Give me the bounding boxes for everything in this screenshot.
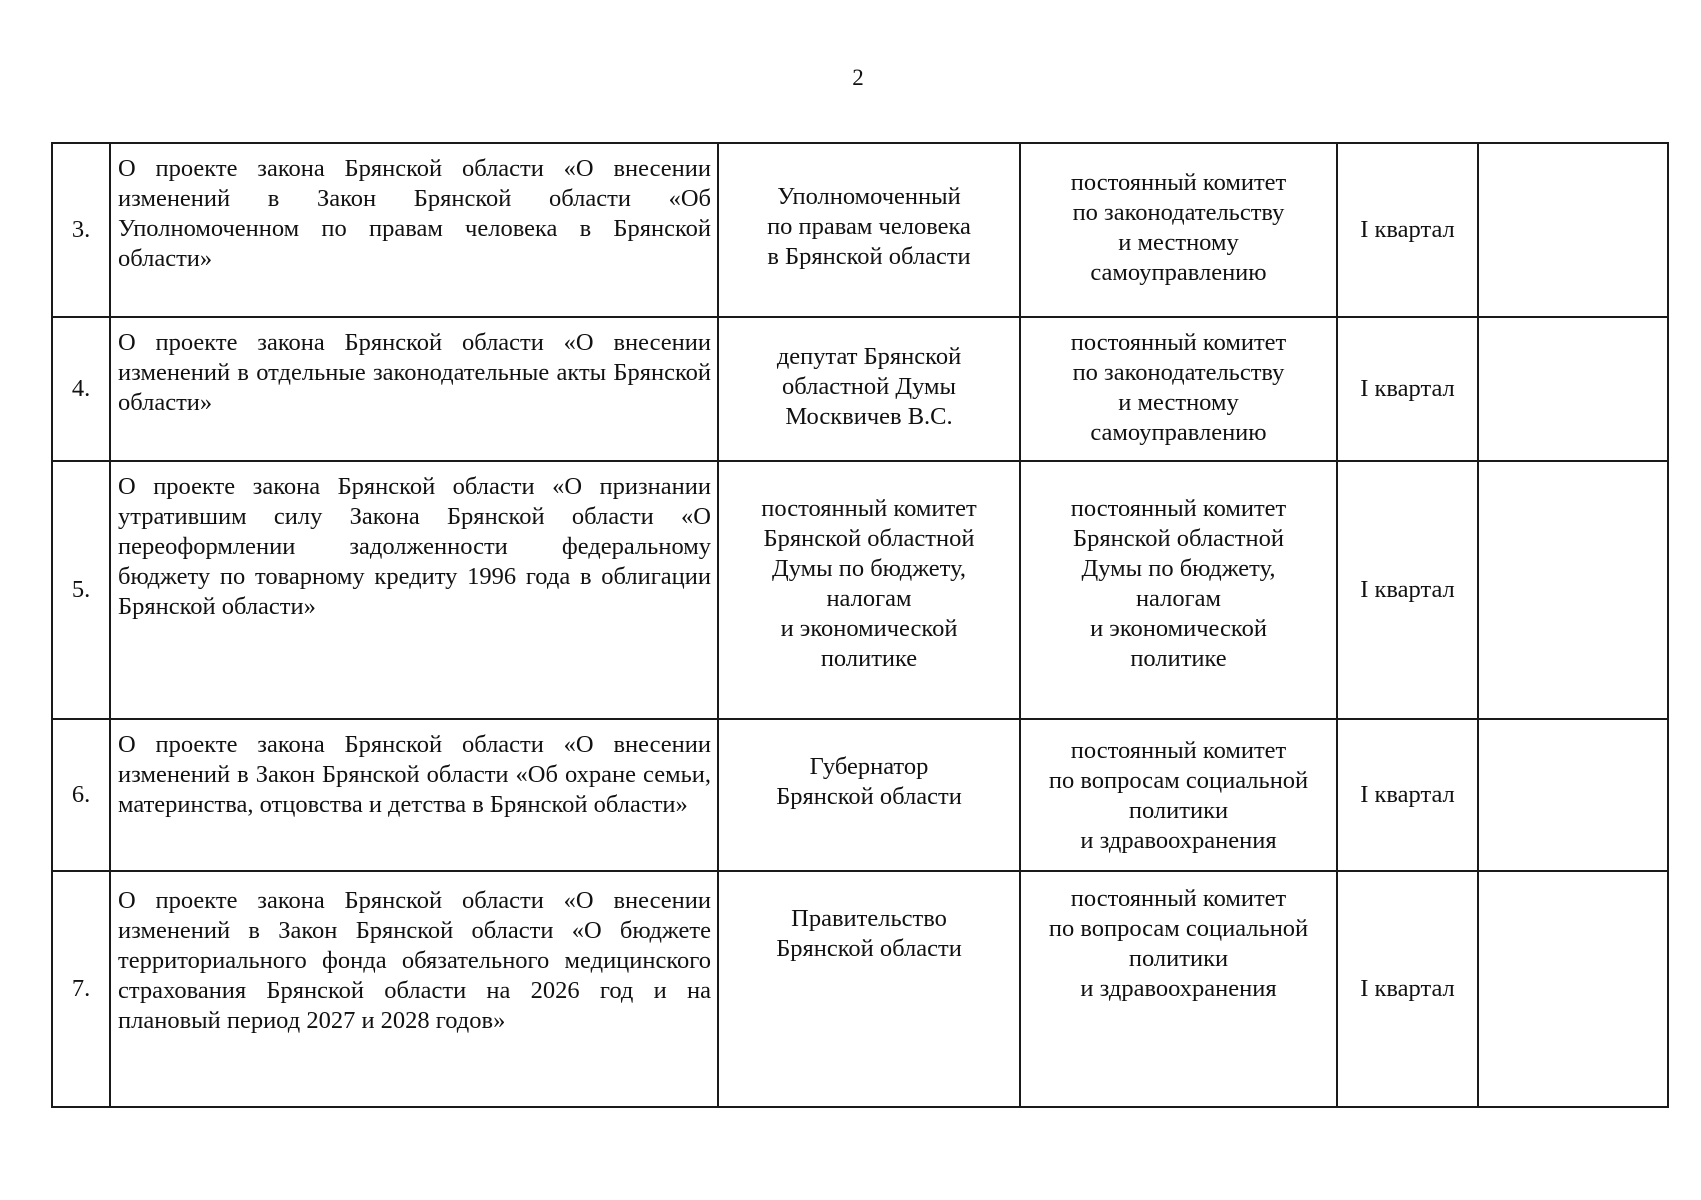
note-cell: [1478, 143, 1668, 317]
responsible-committee: постоянный комитет Брянской областной Думы по бюджету, налогам и экономической политике: [1020, 461, 1337, 719]
row-number: 6.: [52, 719, 110, 871]
bill-title-text: О проекте закона Брянской области «О внесении изменений в Закон Брянской области «Об охране семьи, материнства, отцовства и детства в Брянской области»: [118, 731, 711, 818]
bill-title: [110, 719, 718, 871]
initiator: Губернатор Брянской области: [718, 719, 1020, 871]
initiator: депутат Брянской областной Думы Москвичев В.С.: [718, 317, 1020, 461]
table-row: [52, 317, 1668, 461]
responsible-committee: постоянный комитет по законодательству и местному самоуправлению: [1020, 143, 1337, 317]
note-cell: [1478, 719, 1668, 871]
bill-title: [110, 317, 718, 461]
row-number: 5.: [52, 461, 110, 719]
initiator: Уполномоченный по правам человека в Брянской области: [718, 143, 1020, 317]
initiator: постоянный комитет Брянской областной Думы по бюджету, налогам и экономической политике: [718, 461, 1020, 719]
bill-title-text: О проекте закона Брянской области «О внесении изменений в отдельные законодательные акты Брянской области»: [118, 329, 711, 416]
note-cell: [1478, 461, 1668, 719]
row-number: 4.: [52, 317, 110, 461]
term: I квартал: [1337, 317, 1478, 461]
page-number: 2: [852, 65, 864, 90]
bill-title: [110, 461, 718, 719]
responsible-committee: постоянный комитет по законодательству и местному самоуправлению: [1020, 317, 1337, 461]
bill-title-text: О проекте закона Брянской области «О внесении изменений в Закон Брянской области «О бюджете территориального фонда обязательного медицинского страхования Брянской области на 2026 год и на плановый период 2027 и 2028 годов»: [118, 887, 711, 1034]
legislative-plan-table: [51, 142, 1669, 1108]
initiator: Правительство Брянской области: [718, 871, 1020, 1107]
row-number: 7.: [52, 871, 110, 1107]
note-cell: [1478, 871, 1668, 1107]
table-row: [52, 719, 1668, 871]
term: I квартал: [1337, 143, 1478, 317]
table-row: [52, 871, 1668, 1107]
responsible-committee: постоянный комитет по вопросам социальной политики и здравоохранения: [1020, 871, 1337, 1107]
row-number: 3.: [52, 143, 110, 317]
bill-title: [110, 143, 718, 317]
responsible-committee: постоянный комитет по вопросам социальной политики и здравоохранения: [1020, 719, 1337, 871]
bill-title-text: О проекте закона Брянской области «О признании утратившим силу Закона Брянской области «О переоформлении задолженности федеральному бюджету по товарному кредиту 1996 года в облигации Брянской области»: [118, 473, 711, 620]
bill-title: [110, 871, 718, 1107]
bill-title-text: О проекте закона Брянской области «О внесении изменений в Закон Брянской области «Об Уполномоченном по правам человека в Брянской области»: [118, 155, 711, 272]
table-row: [52, 461, 1668, 719]
term: I квартал: [1337, 719, 1478, 871]
note-cell: [1478, 317, 1668, 461]
table-row: [52, 143, 1668, 317]
term: I квартал: [1337, 461, 1478, 719]
term: I квартал: [1337, 871, 1478, 1107]
